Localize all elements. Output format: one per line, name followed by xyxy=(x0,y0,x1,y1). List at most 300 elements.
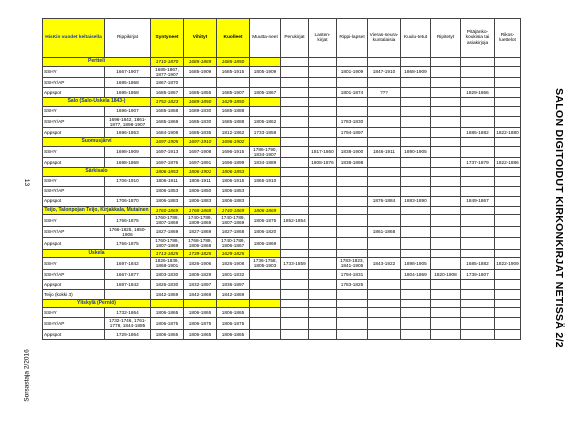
year-range-cell xyxy=(105,289,151,299)
year-range-cell xyxy=(281,279,309,289)
year-range-cell xyxy=(431,176,461,186)
year-range-cell xyxy=(368,186,401,196)
empty-cell xyxy=(281,168,309,177)
source-cell: Appspot xyxy=(43,128,105,138)
year-range-cell: 1806-1875 xyxy=(184,318,217,330)
year-range-cell xyxy=(495,318,521,330)
year-range-cell xyxy=(495,308,521,318)
section-row xyxy=(43,249,521,258)
year-range-cell xyxy=(368,279,401,289)
section-year-cell: 1710-1870 xyxy=(151,58,184,67)
year-range-cell: 1832-1897 xyxy=(184,279,217,289)
table-body xyxy=(43,58,521,340)
source-cell: SSHY xyxy=(43,215,105,227)
year-range-cell: 1706-1910 xyxy=(105,176,151,186)
year-range-cell: 1806-1883 xyxy=(184,196,217,206)
table-row xyxy=(43,146,521,158)
empty-cell xyxy=(309,58,337,67)
year-range-cell: 1806-1853 xyxy=(217,186,250,196)
year-range-cell xyxy=(401,279,431,289)
year-range-cell: 1827-1869 xyxy=(184,226,217,238)
empty-cell xyxy=(461,98,495,107)
year-range-cell: 1806-1869 xyxy=(250,238,281,250)
source-cell: SSHY xyxy=(43,176,105,186)
year-range-cell: 1696-1842, 1861-1877, 1898-1907 xyxy=(105,116,151,128)
year-range-cell: 1766-1875 xyxy=(105,238,151,250)
year-range-cell: 1801-1874 xyxy=(337,88,368,98)
empty-cell xyxy=(401,138,431,147)
year-range-cell: 1822-1880 xyxy=(495,128,521,138)
year-range-cell: 1685-1867, 1877-1907 xyxy=(151,66,184,78)
year-range-cell xyxy=(281,308,309,318)
year-range-cell xyxy=(337,318,368,330)
year-range-cell xyxy=(309,196,337,206)
empty-cell xyxy=(495,249,521,258)
year-range-cell: 1842-1869 xyxy=(184,289,217,299)
year-range-cell xyxy=(401,186,431,196)
year-range-cell xyxy=(281,116,309,128)
year-range-cell: 1760-1789, 1807-1869 xyxy=(151,238,184,250)
empty-cell xyxy=(309,168,337,177)
empty-cell xyxy=(495,206,521,215)
empty-cell xyxy=(337,138,368,147)
year-range-cell: 1733-1858 xyxy=(250,128,281,138)
year-range-cell xyxy=(250,289,281,299)
year-range-cell xyxy=(368,289,401,299)
year-range-cell: 1696-1863 xyxy=(105,128,151,138)
year-range-cell xyxy=(250,279,281,289)
year-range-cell: 1820-1908 xyxy=(431,269,461,279)
year-range-cell xyxy=(337,106,368,116)
year-range-cell xyxy=(495,329,521,339)
empty-cell xyxy=(461,299,495,308)
empty-cell xyxy=(281,98,309,107)
year-range-cell xyxy=(281,186,309,196)
header-cell: Vieras-seura-kuntalaisia xyxy=(368,19,401,58)
empty-cell xyxy=(368,206,401,215)
year-range-cell: 1806-1875 xyxy=(151,318,184,330)
year-range-cell xyxy=(250,78,281,88)
year-range-cell: 1829-1866 xyxy=(461,88,495,98)
source-cell: SSHY/AP xyxy=(43,269,105,279)
year-range-cell xyxy=(250,106,281,116)
year-range-cell xyxy=(309,128,337,138)
empty-cell xyxy=(461,206,495,215)
year-range-cell: 1876-1884 xyxy=(368,196,401,206)
year-range-cell: 1737-1879 xyxy=(461,158,495,168)
year-range-cell: 1822-1909 xyxy=(495,258,521,270)
side-title-text: SALON DIGITOIDUT KIRKONKIRJAT NETISSÄ 2/2 xyxy=(553,88,566,348)
year-range-cell: 1846-1911 xyxy=(368,146,401,158)
year-range-cell xyxy=(250,186,281,196)
year-range-cell xyxy=(461,78,495,88)
year-range-cell xyxy=(368,238,401,250)
year-range-cell: 1847-1910 xyxy=(368,66,401,78)
year-range-cell: 1890-1905 xyxy=(401,146,431,158)
year-range-cell xyxy=(461,279,495,289)
year-range-cell xyxy=(337,238,368,250)
year-range-cell xyxy=(368,158,401,168)
year-range-cell xyxy=(281,176,309,186)
year-range-cell xyxy=(461,318,495,330)
year-range-cell: 1806-1865 xyxy=(217,329,250,339)
year-range-cell: 1808-1876 xyxy=(309,158,337,168)
year-range-cell xyxy=(337,308,368,318)
table-row xyxy=(43,226,521,238)
year-range-cell xyxy=(309,329,337,339)
table-row xyxy=(43,116,521,128)
year-range-cell xyxy=(431,308,461,318)
header-cell: Muutta-neet xyxy=(250,19,281,58)
table-row xyxy=(43,128,521,138)
year-range-cell xyxy=(368,308,401,318)
year-range-cell xyxy=(281,238,309,250)
year-range-cell xyxy=(401,106,431,116)
year-range-cell: 1838-1900 xyxy=(337,146,368,158)
year-range-cell xyxy=(495,238,521,250)
empty-cell xyxy=(368,168,401,177)
year-range-cell: 1843-1922 xyxy=(368,258,401,270)
year-range-cell xyxy=(337,226,368,238)
year-range-cell: 1834-1889 xyxy=(250,158,281,168)
header-cell: Vihityt xyxy=(184,19,217,58)
header-cell: Kuolleet xyxy=(217,19,250,58)
year-range-cell: 1685-1855 xyxy=(184,88,217,98)
section-name: Pertteli xyxy=(43,58,151,67)
year-range-cell xyxy=(309,215,337,227)
section-row xyxy=(43,98,521,107)
year-range-cell xyxy=(337,78,368,88)
year-range-cell xyxy=(281,88,309,98)
empty-cell xyxy=(431,58,461,67)
year-range-cell xyxy=(495,279,521,289)
section-name: Yliskylä (Perniö) xyxy=(43,299,151,308)
year-range-cell: 1740-1789, 1809-1869 xyxy=(184,215,217,227)
year-range-cell: 1783-1825 xyxy=(337,279,368,289)
year-range-cell xyxy=(461,226,495,238)
year-range-cell: 1696-1899 xyxy=(217,158,250,168)
year-range-cell xyxy=(495,289,521,299)
section-year-cell xyxy=(184,299,217,308)
year-range-cell: 1826-1906 xyxy=(184,258,217,270)
year-range-cell xyxy=(431,196,461,206)
empty-cell xyxy=(337,249,368,258)
year-range-cell xyxy=(461,215,495,227)
year-range-cell: 1696-1915 xyxy=(217,146,250,158)
year-range-cell xyxy=(309,88,337,98)
year-range-cell: 1826-1830 xyxy=(151,279,184,289)
year-range-cell xyxy=(461,238,495,250)
year-range-cell xyxy=(401,128,431,138)
header-cell: Syntyneet xyxy=(151,19,184,58)
year-range-cell: 1794-1831 xyxy=(337,269,368,279)
year-range-cell: 1806-1865 xyxy=(184,329,217,339)
empty-cell xyxy=(495,138,521,147)
source-cell: SSHY/AP xyxy=(43,186,105,196)
source-cell: Appspot xyxy=(43,279,105,289)
empty-cell xyxy=(337,206,368,215)
year-range-cell xyxy=(281,269,309,279)
section-year-cell: 1806-1869 xyxy=(250,206,281,215)
section-year-cell: 1629-1825 xyxy=(217,249,250,258)
table-row xyxy=(43,186,521,196)
year-range-cell xyxy=(309,116,337,128)
section-year-cell: 1629-1850 xyxy=(217,98,250,107)
section-year-cell: 1685-1869 xyxy=(184,58,217,67)
year-range-cell: 1806-1883 xyxy=(217,196,250,206)
empty-cell xyxy=(309,249,337,258)
year-range-cell: 1849-1867 xyxy=(461,196,495,206)
empty-cell xyxy=(495,299,521,308)
year-range-cell xyxy=(495,176,521,186)
year-range-cell xyxy=(309,176,337,186)
year-range-cell: 1805-1909 xyxy=(250,66,281,78)
year-range-cell xyxy=(281,78,309,88)
section-year-cell: 1739-1825 xyxy=(184,249,217,258)
year-range-cell xyxy=(368,128,401,138)
empty-cell xyxy=(401,168,431,177)
year-range-cell xyxy=(495,88,521,98)
year-range-cell: 1806-1850 xyxy=(184,186,217,196)
page-number-text: 13 xyxy=(23,178,31,186)
year-range-cell xyxy=(309,66,337,78)
empty-cell xyxy=(337,98,368,107)
year-range-cell xyxy=(495,66,521,78)
year-range-cell xyxy=(495,78,521,88)
year-range-cell xyxy=(401,158,431,168)
section-year-cell xyxy=(250,168,281,177)
year-range-cell: 1806-1853 xyxy=(151,186,184,196)
year-range-cell xyxy=(281,196,309,206)
year-range-cell xyxy=(401,116,431,128)
empty-cell xyxy=(495,98,521,107)
empty-cell xyxy=(461,168,495,177)
empty-cell xyxy=(431,98,461,107)
empty-cell xyxy=(431,206,461,215)
empty-cell xyxy=(281,138,309,147)
year-range-cell: 1836-1897 xyxy=(217,279,250,289)
year-range-cell xyxy=(281,329,309,339)
year-range-cell: 1842-1869 xyxy=(217,289,250,299)
empty-cell xyxy=(337,168,368,177)
year-range-cell: 1805-1862 xyxy=(250,116,281,128)
table-row xyxy=(43,196,521,206)
section-year-cell: 1696-1902 xyxy=(217,138,250,147)
section-row xyxy=(43,58,521,67)
year-range-cell xyxy=(495,215,521,227)
year-range-cell xyxy=(281,318,309,330)
section-year-cell xyxy=(250,138,281,147)
year-range-cell: 1760-1789, 1807-1869 xyxy=(151,215,184,227)
empty-cell xyxy=(401,249,431,258)
empty-cell xyxy=(309,299,337,308)
year-range-cell xyxy=(368,318,401,330)
year-range-cell: 1852-1854 xyxy=(281,215,309,227)
year-range-cell: 1806-1875 xyxy=(217,318,250,330)
section-year-cell: 1713-1825 xyxy=(151,249,184,258)
year-range-cell: 1684-1908 xyxy=(151,128,184,138)
section-name: Suomusjärvi xyxy=(43,138,151,147)
year-range-cell: 1805-1829 xyxy=(184,269,217,279)
year-range-cell: 1685-1909 xyxy=(184,66,217,78)
year-range-cell xyxy=(461,176,495,186)
section-year-cell: 1752-1823 xyxy=(151,98,184,107)
year-range-cell xyxy=(431,279,461,289)
year-range-cell xyxy=(281,289,309,299)
year-range-cell: 1766-1825, 1850-1906 xyxy=(105,226,151,238)
table-row xyxy=(43,215,521,227)
year-range-cell: 1697-1876 xyxy=(151,158,184,168)
table-row xyxy=(43,106,521,116)
year-range-cell: 1806-1820 xyxy=(250,226,281,238)
table-row xyxy=(43,258,521,270)
empty-cell xyxy=(309,206,337,215)
table-row xyxy=(43,158,521,168)
year-range-cell xyxy=(431,146,461,158)
year-range-cell: 1842-1869 xyxy=(151,289,184,299)
empty-cell xyxy=(495,58,521,67)
empty-cell xyxy=(461,249,495,258)
source-cell: SSHY/AP xyxy=(43,78,105,88)
source-cell: SSHY xyxy=(43,258,105,270)
table-row xyxy=(43,329,521,339)
year-range-cell xyxy=(431,158,461,168)
year-range-cell: 1732-1864 xyxy=(105,308,151,318)
year-range-cell: 1804-1869 xyxy=(401,269,431,279)
year-range-cell xyxy=(309,308,337,318)
year-range-cell: 1868-1909 xyxy=(401,66,431,78)
year-range-cell: 1898-1905 xyxy=(401,258,431,270)
header-cell: Ripitetyt xyxy=(431,19,461,58)
year-range-cell: 1838-1898 xyxy=(337,158,368,168)
year-range-cell xyxy=(250,196,281,206)
footer-publication xyxy=(20,345,34,405)
section-year-cell xyxy=(250,299,281,308)
header-cell: Rikos-luettelot xyxy=(495,19,521,58)
empty-cell xyxy=(337,58,368,67)
year-range-cell xyxy=(309,106,337,116)
year-range-cell xyxy=(401,215,431,227)
year-range-cell xyxy=(401,88,431,98)
year-range-cell: 1786-1790, 1834-1907 xyxy=(250,146,281,158)
year-range-cell: 1740-1789, 1807-1869 xyxy=(217,215,250,227)
section-row xyxy=(43,138,521,147)
empty-cell xyxy=(431,249,461,258)
year-range-cell xyxy=(281,146,309,158)
year-range-cell: 1768-1789, 1806-1868 xyxy=(184,238,217,250)
section-year-cell: 1697-1910 xyxy=(184,138,217,147)
side-title xyxy=(548,88,570,348)
year-range-cell xyxy=(401,226,431,238)
year-range-cell xyxy=(431,226,461,238)
year-range-cell: 1803-1830 xyxy=(151,269,184,279)
section-year-cell: 1740-1869 xyxy=(217,206,250,215)
year-range-cell xyxy=(217,78,250,88)
year-range-cell: 1817-1860 xyxy=(309,146,337,158)
year-range-cell xyxy=(250,269,281,279)
year-range-cell xyxy=(431,329,461,339)
source-cell: SSHY/AP xyxy=(43,116,105,128)
section-year-cell: 1806-1853 xyxy=(217,168,250,177)
header-cell: Kuulu-tetut xyxy=(401,19,431,58)
year-range-cell xyxy=(495,226,521,238)
year-range-cell xyxy=(368,329,401,339)
year-range-cell xyxy=(309,318,337,330)
year-range-cell: 1695-1868 xyxy=(105,78,151,88)
year-range-cell xyxy=(431,78,461,88)
year-range-cell xyxy=(431,186,461,196)
empty-cell xyxy=(281,249,309,258)
year-range-cell: 1685-1907 xyxy=(217,88,250,98)
year-range-cell: 1806-1865 xyxy=(151,329,184,339)
year-range-cell: 1685-1835 xyxy=(184,128,217,138)
year-range-cell xyxy=(368,116,401,128)
section-year-cell: 1806-1901 xyxy=(184,168,217,177)
section-name: Salo (Salo-Uskela 1843-) xyxy=(43,98,151,107)
year-range-cell xyxy=(337,196,368,206)
year-range-cell xyxy=(309,78,337,88)
section-year-cell xyxy=(250,58,281,67)
empty-cell xyxy=(281,206,309,215)
year-range-cell xyxy=(461,289,495,299)
year-range-cell: 1805-1867 xyxy=(250,88,281,98)
header-cell: Pitäjänko-koukisia tai asiakirjoja xyxy=(461,19,495,58)
year-range-cell xyxy=(368,78,401,88)
year-range-cell xyxy=(401,308,431,318)
section-year-cell: 1760-1869 xyxy=(151,206,184,215)
year-range-cell xyxy=(431,318,461,330)
header-cell: Rippi-lapset xyxy=(337,19,368,58)
source-cell: Teijo (kokki 3) xyxy=(43,289,105,299)
section-name: Särkisalo xyxy=(43,168,151,177)
year-range-cell xyxy=(431,88,461,98)
year-range-cell: 1865-1910 xyxy=(250,176,281,186)
year-range-cell xyxy=(250,318,281,330)
year-range-cell xyxy=(495,186,521,196)
section-year-cell: 1689-1850 xyxy=(184,98,217,107)
section-name: Teijo, Talonpojan Teijo, Kirjakkala, Mutainen xyxy=(43,206,151,215)
year-range-cell xyxy=(337,215,368,227)
source-cell: Appspot xyxy=(43,238,105,250)
year-range-cell: 1801-1832 xyxy=(217,269,250,279)
year-range-cell xyxy=(401,289,431,299)
year-range-cell: 1698-1909 xyxy=(105,146,151,158)
source-cell: Appspot xyxy=(43,196,105,206)
year-range-cell: 1685-1915 xyxy=(217,66,250,78)
year-range-cell: 1697-1908 xyxy=(184,146,217,158)
year-range-cell xyxy=(281,66,309,78)
section-year-cell: 1806-1853 xyxy=(151,168,184,177)
empty-cell xyxy=(431,299,461,308)
year-range-cell: 1732-1746, 1761-1778, 1844-1885 xyxy=(105,318,151,330)
empty-cell xyxy=(431,138,461,147)
year-range-cell: 1801-1909 xyxy=(337,66,368,78)
section-year-cell xyxy=(250,98,281,107)
source-cell: SSHY xyxy=(43,308,105,318)
source-cell: Appspot xyxy=(43,329,105,339)
empty-cell xyxy=(461,58,495,67)
year-range-cell: 1806-1883 xyxy=(151,196,184,206)
year-range-cell xyxy=(495,106,521,116)
section-year-cell xyxy=(151,299,184,308)
header-cell: Rippikirjat xyxy=(105,19,151,58)
section-row xyxy=(43,206,521,215)
year-range-cell: 1806-1911 xyxy=(184,176,217,186)
table-row xyxy=(43,88,521,98)
year-range-cell: 1697-1891 xyxy=(184,158,217,168)
year-range-cell xyxy=(431,289,461,299)
footer-publication-text: Sorsastaja 2/2016 xyxy=(23,348,31,402)
